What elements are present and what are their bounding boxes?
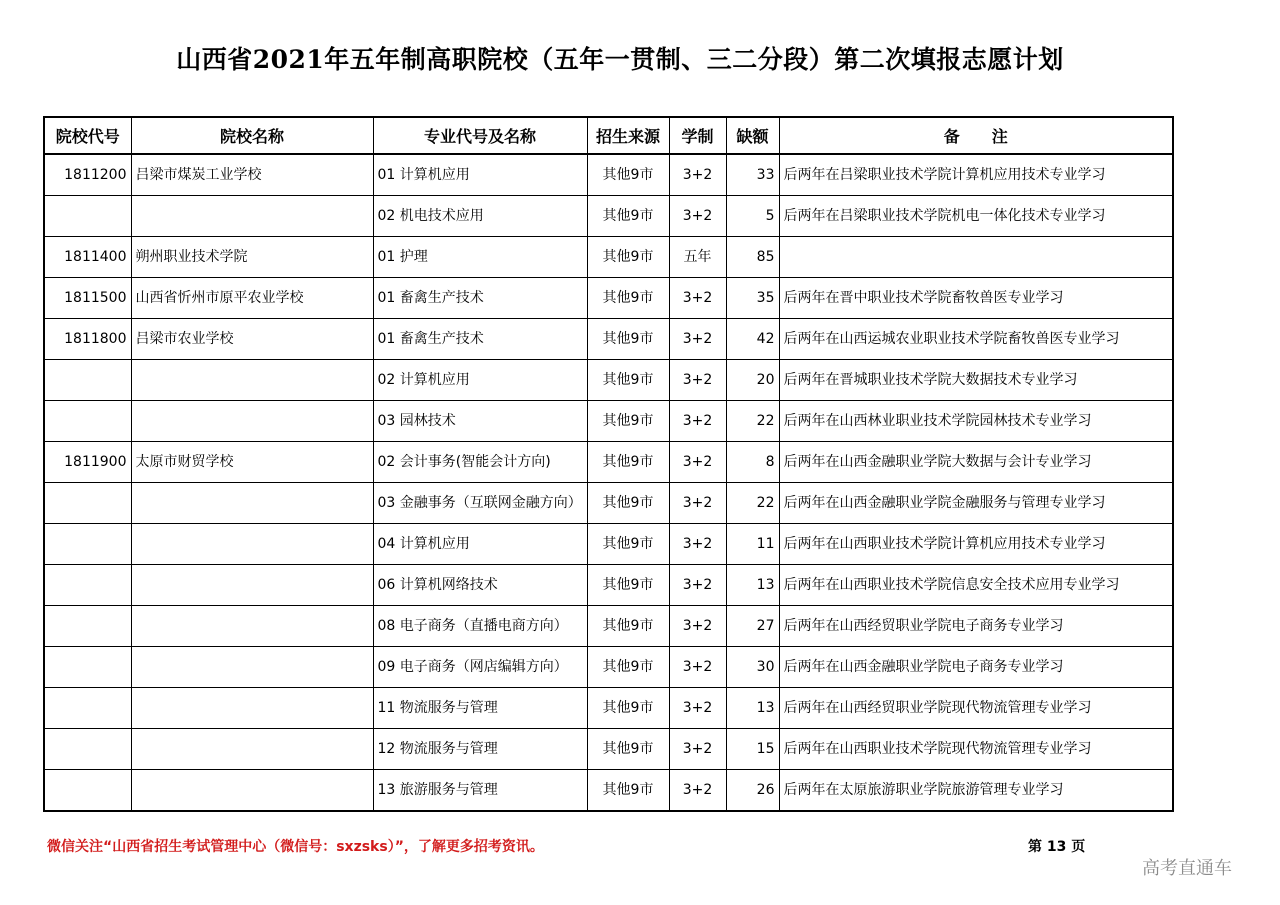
cell-school-code: [44, 647, 131, 688]
table-row: [44, 278, 1173, 319]
cell-remarks: 后两年在山西职业技术学院信息安全技术应用专业学习: [779, 565, 1173, 606]
cell-school-name: [131, 360, 373, 401]
enrollment-plan-table: [43, 116, 1174, 812]
cell-quota: 30: [726, 647, 779, 688]
cell-major: 01 护理: [373, 237, 587, 278]
table-row: [44, 442, 1173, 483]
cell-quota: 13: [726, 565, 779, 606]
watermark: 高考直通车: [1142, 858, 1232, 879]
cell-quota: 8: [726, 442, 779, 483]
cell-school-name: [131, 524, 373, 565]
cell-remarks: 后两年在太原旅游职业学院旅游管理专业学习: [779, 770, 1173, 812]
cell-remarks: 后两年在山西金融职业学院大数据与会计专业学习: [779, 442, 1173, 483]
cell-school-code: 1811500: [44, 278, 131, 319]
cell-source: 其他9市: [587, 483, 669, 524]
cell-years: 3+2: [669, 196, 726, 237]
cell-years: 3+2: [669, 565, 726, 606]
cell-source: 其他9市: [587, 360, 669, 401]
cell-remarks: 后两年在山西经贸职业学院电子商务专业学习: [779, 606, 1173, 647]
footer-wechat-note: 微信关注“山西省招生考试管理中心（微信号：sxzsks）”，了解更多招考资讯。: [47, 839, 544, 855]
cell-source: 其他9市: [587, 196, 669, 237]
table-row: [44, 319, 1173, 360]
header-school-code: 院校代号: [44, 117, 131, 154]
cell-school-name: 吕梁市农业学校: [131, 319, 373, 360]
cell-quota: 15: [726, 729, 779, 770]
cell-source: 其他9市: [587, 565, 669, 606]
cell-school-name: 吕梁市煤炭工业学校: [131, 154, 373, 196]
cell-quota: 26: [726, 770, 779, 812]
cell-years: 3+2: [669, 729, 726, 770]
cell-remarks: 后两年在晋城职业技术学院大数据技术专业学习: [779, 360, 1173, 401]
cell-years: 3+2: [669, 770, 726, 812]
cell-major: 12 物流服务与管理: [373, 729, 587, 770]
cell-major: 04 计算机应用: [373, 524, 587, 565]
cell-school-code: [44, 360, 131, 401]
cell-quota: 5: [726, 196, 779, 237]
cell-remarks: [779, 237, 1173, 278]
cell-source: 其他9市: [587, 401, 669, 442]
table-header-row: [44, 117, 1173, 154]
cell-quota: 27: [726, 606, 779, 647]
cell-source: 其他9市: [587, 606, 669, 647]
cell-quota: 85: [726, 237, 779, 278]
cell-school-code: 1811800: [44, 319, 131, 360]
cell-school-code: [44, 606, 131, 647]
cell-major: 01 畜禽生产技术: [373, 319, 587, 360]
cell-school-code: 1811200: [44, 154, 131, 196]
table-row: [44, 401, 1173, 442]
cell-years: 3+2: [669, 401, 726, 442]
cell-years: 3+2: [669, 483, 726, 524]
cell-source: 其他9市: [587, 278, 669, 319]
cell-school-name: [131, 606, 373, 647]
cell-major: 02 机电技术应用: [373, 196, 587, 237]
cell-years: 五年: [669, 237, 726, 278]
cell-school-name: [131, 770, 373, 812]
cell-major: 03 金融事务（互联网金融方向）: [373, 483, 587, 524]
cell-school-code: [44, 524, 131, 565]
cell-school-name: [131, 565, 373, 606]
cell-major: 01 计算机应用: [373, 154, 587, 196]
cell-remarks: 后两年在山西职业技术学院现代物流管理专业学习: [779, 729, 1173, 770]
cell-years: 3+2: [669, 360, 726, 401]
cell-major: 06 计算机网络技术: [373, 565, 587, 606]
cell-quota: 20: [726, 360, 779, 401]
table-row: [44, 483, 1173, 524]
cell-years: 3+2: [669, 647, 726, 688]
cell-major: 01 畜禽生产技术: [373, 278, 587, 319]
cell-school-code: [44, 196, 131, 237]
cell-school-name: [131, 647, 373, 688]
cell-major: 11 物流服务与管理: [373, 688, 587, 729]
cell-source: 其他9市: [587, 647, 669, 688]
cell-source: 其他9市: [587, 729, 669, 770]
cell-school-code: [44, 688, 131, 729]
cell-school-name: [131, 688, 373, 729]
table-row: [44, 565, 1173, 606]
cell-major: 08 电子商务（直播电商方向）: [373, 606, 587, 647]
cell-source: 其他9市: [587, 770, 669, 812]
cell-school-name: 朔州职业技术学院: [131, 237, 373, 278]
cell-source: 其他9市: [587, 688, 669, 729]
page-number: 第 13 页: [1028, 839, 1086, 855]
cell-source: 其他9市: [587, 319, 669, 360]
cell-remarks: 后两年在吕梁职业技术学院机电一体化技术专业学习: [779, 196, 1173, 237]
cell-quota: 22: [726, 483, 779, 524]
cell-school-code: [44, 401, 131, 442]
table-row: [44, 647, 1173, 688]
cell-years: 3+2: [669, 278, 726, 319]
cell-school-code: 1811900: [44, 442, 131, 483]
cell-remarks: 后两年在吕梁职业技术学院计算机应用技术专业学习: [779, 154, 1173, 196]
cell-quota: 13: [726, 688, 779, 729]
cell-remarks: 后两年在山西经贸职业学院现代物流管理专业学习: [779, 688, 1173, 729]
cell-major: 09 电子商务（网店编辑方向）: [373, 647, 587, 688]
cell-source: 其他9市: [587, 442, 669, 483]
cell-major: 02 会计事务(智能会计方向): [373, 442, 587, 483]
cell-years: 3+2: [669, 442, 726, 483]
cell-major: 03 园林技术: [373, 401, 587, 442]
cell-quota: 22: [726, 401, 779, 442]
header-major: 专业代号及名称: [373, 117, 587, 154]
cell-remarks: 后两年在山西金融职业学院电子商务专业学习: [779, 647, 1173, 688]
cell-school-name: [131, 483, 373, 524]
cell-years: 3+2: [669, 688, 726, 729]
table-row: [44, 606, 1173, 647]
cell-school-name: [131, 401, 373, 442]
cell-quota: 42: [726, 319, 779, 360]
cell-remarks: 后两年在山西职业技术学院计算机应用技术专业学习: [779, 524, 1173, 565]
table-row: [44, 729, 1173, 770]
cell-years: 3+2: [669, 524, 726, 565]
cell-source: 其他9市: [587, 524, 669, 565]
header-remarks: 备 注: [779, 117, 1173, 154]
cell-school-code: [44, 729, 131, 770]
cell-major: 13 旅游服务与管理: [373, 770, 587, 812]
cell-school-code: [44, 770, 131, 812]
cell-remarks: 后两年在山西运城农业职业技术学院畜牧兽医专业学习: [779, 319, 1173, 360]
cell-school-name: [131, 729, 373, 770]
cell-source: 其他9市: [587, 237, 669, 278]
cell-source: 其他9市: [587, 154, 669, 196]
cell-school-name: 太原市财贸学校: [131, 442, 373, 483]
cell-remarks: 后两年在晋中职业技术学院畜牧兽医专业学习: [779, 278, 1173, 319]
header-years: 学制: [669, 117, 726, 154]
cell-school-name: 山西省忻州市原平农业学校: [131, 278, 373, 319]
cell-quota: 35: [726, 278, 779, 319]
cell-quota: 11: [726, 524, 779, 565]
header-source: 招生来源: [587, 117, 669, 154]
table-row: [44, 154, 1173, 196]
cell-remarks: 后两年在山西金融职业学院金融服务与管理专业学习: [779, 483, 1173, 524]
cell-years: 3+2: [669, 154, 726, 196]
cell-remarks: 后两年在山西林业职业技术学院园林技术专业学习: [779, 401, 1173, 442]
cell-school-code: [44, 483, 131, 524]
cell-school-name: [131, 196, 373, 237]
cell-quota: 33: [726, 154, 779, 196]
cell-major: 02 计算机应用: [373, 360, 587, 401]
page-title: 山西省2021年五年制高职院校（五年一贯制、三二分段）第二次填报志愿计划: [176, 45, 1064, 74]
cell-years: 3+2: [669, 606, 726, 647]
cell-school-code: [44, 565, 131, 606]
table-row: [44, 770, 1173, 812]
table-row: [44, 237, 1173, 278]
table-row: [44, 196, 1173, 237]
table-row: [44, 688, 1173, 729]
table-row: [44, 524, 1173, 565]
table-body: [44, 154, 1173, 811]
table-row: [44, 360, 1173, 401]
cell-school-code: 1811400: [44, 237, 131, 278]
cell-years: 3+2: [669, 319, 726, 360]
header-quota: 缺额: [726, 117, 779, 154]
header-school-name: 院校名称: [131, 117, 373, 154]
